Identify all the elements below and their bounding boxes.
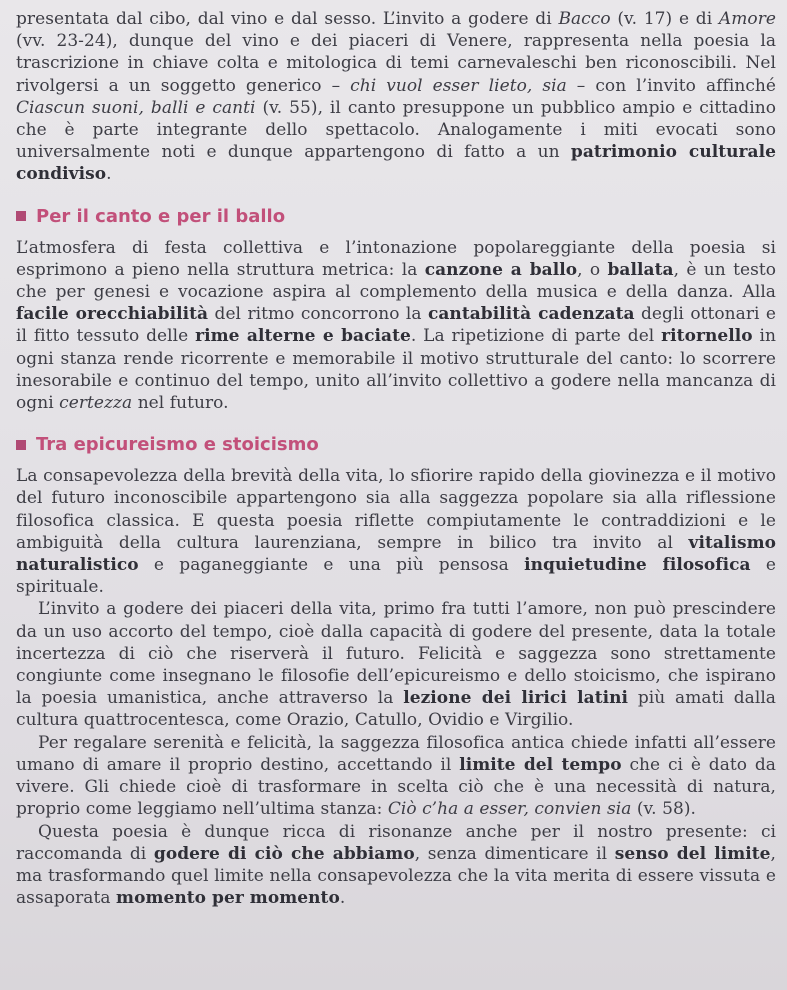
text-run: . [106,164,112,185]
text-run: presentata dal cibo, dal vino e dal sesso. L’invito a godere di [16,9,559,29]
text-run: degli ottonari e il fitto tessuto delle [16,304,777,347]
text-run: Questa poesia è dunque ricca di risonanze anche per il nostro presente: ci raccomanda di [16,821,776,864]
italic-quote: Amore [718,9,776,29]
bold-term: rime alterne e baciate [195,326,411,347]
italic-quote: certezza [59,393,133,414]
text-run: in ogni stanza rende ricorrente e memorabile il motivo strutturale del canto: lo scorrere inesorabile e continuo del tempo, unito all’invito collettivo a godere nella mancanza di ogni [16,326,776,414]
text-run: (v. 58). [631,799,696,820]
text-run: , ma trasformando quel limite nella consapevolezza che la vita merita di essere vissuta e assaporata [16,843,776,909]
italic-quote: chi vuol esser lieto, sia [350,75,567,96]
body-paragraph [16,598,776,731]
bold-term: ritornello [661,326,753,347]
bold-term: ballata [607,259,674,280]
intro-paragraph [16,8,776,186]
body-paragraph [16,237,776,415]
bold-term: limite del tempo [459,754,622,775]
textbook-page [16,8,776,909]
text-run: (v. 17) e di [610,9,719,29]
bold-term: facile orecchiabilità [16,304,209,325]
text-run: . [339,888,346,909]
text-run: L’atmosfera di festa collettiva e l’intonazione popolareggiante della poesia si esprimono a pieno nella struttura metrica: la [16,237,776,280]
bold-term: godere di ciò che abbiamo [153,843,415,864]
text-run: , senza dimenticare il [414,843,615,864]
text-run: più amati dalla cultura quattrocentesca, come Orazio, Catullo, Ovidio e Virgilio. [16,688,776,731]
italic-quote: Bacco [558,9,611,29]
bold-term: lezione dei lirici latini [403,688,629,709]
text-run: nel futuro. [132,393,229,414]
text-run: La consapevolezza della brevità della vita, lo sfiorire rapido della giovinezza e il motivo del futuro inconoscibile appartengono sia alla saggezza popolare sia alla riflessione filosofica classica. E questa poesia riflette compiutamente le contraddizioni e le ambiguità della cultura laurenziana, sempre in bilico tra invito al [16,466,776,553]
text-run: – con l’invito affinché [566,75,777,96]
text-run: Per regalare serenità e felicità, la saggezza filosofica antica chiede infatti all’essere umano di amare il proprio destino, accettando il [16,732,776,775]
text-run: e paganeggiante e una più pensosa [138,555,525,576]
italic-quote: Ciò c’ha a esser, convien sia [387,799,632,820]
bold-term: vitalismo naturalistico [16,532,776,576]
text-run: . La ripetizione di parte del [410,326,662,347]
body-paragraph [16,465,776,598]
section-heading-canto-ballo [16,206,776,227]
text-run: (vv. 23-24), dunque del vino e dei piaceri di Venere, rappresenta nella poesia la trascrizione in chiave colta e mitologica di temi carnevaleschi ben riconoscibili. Nel rivolgersi a un soggetto generico – [16,31,776,96]
section-heading-text: Tra epicureismo e stoicismo [36,434,319,456]
heading-square-icon [16,211,26,221]
text-run: , è un testo che per genesi e vocazione aspira al complemento della musica e della danza. Alla [16,259,777,303]
bold-term: cantabilità cadenzata [427,304,635,325]
section-heading-epicureismo-stoicismo [16,434,776,455]
text-run: , o [577,259,608,280]
text-run: che ci è dato da vivere. Gli chiede cioè di trasformare in scelta ciò che è una necessità di natura, proprio come leggiamo nell’ultima stanza: [16,754,776,820]
italic-quote: Ciascun suoni, balli e canti [16,97,256,118]
text-run: del ritmo concorrono la [208,304,428,325]
heading-square-icon [16,440,26,450]
bold-term: canzone a ballo [424,259,578,280]
text-run: (v. 55), il canto presuppone un pubblico ampio e cittadino che è parte integrante dello spettacolo. Analogamente i miti evocati sono universalmente noti e dunque appartengono di fatto a un [16,97,776,163]
text-run: e spirituale. [16,555,776,598]
bold-term: patrimonio culturale condiviso [16,142,776,185]
text-run: L’invito a godere dei piaceri della vita, primo fra tutti l’amore, non può prescindere da un uso accorto del tempo, cioè dalla capacità di godere del presente, data la totale incertezza di ciò che riserverà il futuro. Felicità e saggezza sono strettamente congiunte come insegnano le filosofie dell’epicureismo e dello stoicismo, che ispirano la poesia umanistica, anche attraverso la [16,599,776,709]
section-heading-text: Per il canto e per il ballo [36,205,286,227]
bold-term: inquietudine filosofica [524,555,751,576]
body-paragraph [16,821,776,910]
bold-term: momento per momento [116,888,340,909]
body-paragraph [16,732,776,821]
bold-term: senso del limite [614,843,771,864]
